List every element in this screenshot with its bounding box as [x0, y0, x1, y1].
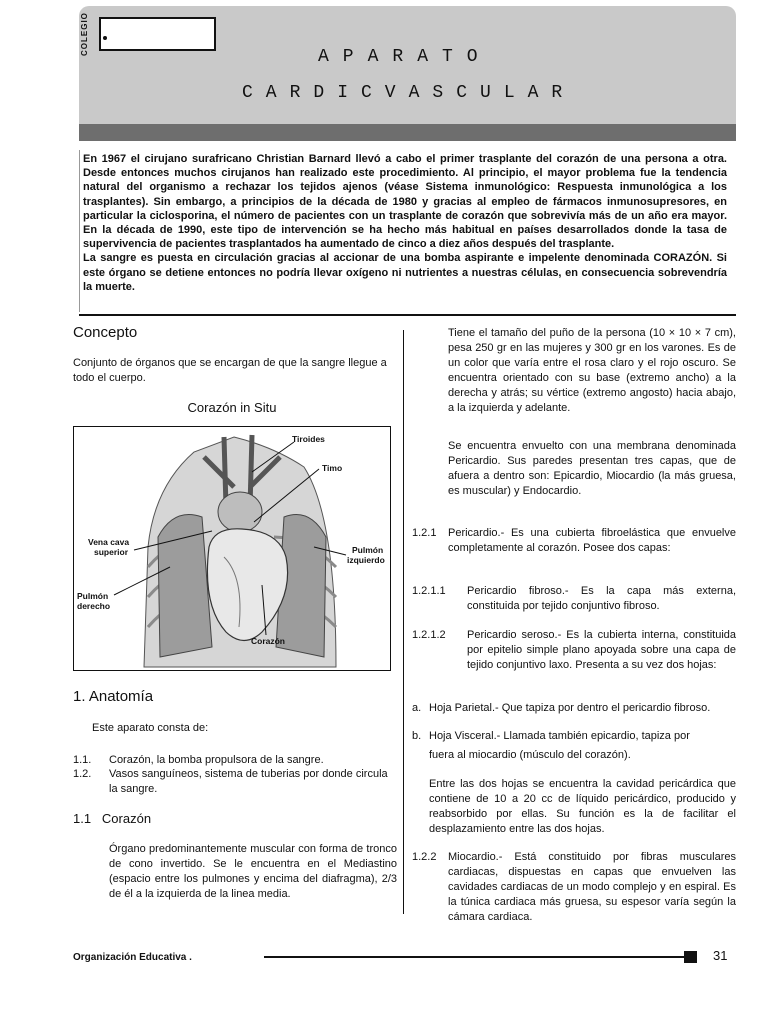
title-aparato: APARATO [318, 47, 492, 67]
heart-figure [73, 426, 391, 671]
s122-num: 1.2.2 [412, 851, 437, 863]
column-divider [403, 330, 404, 914]
colegio-label: COLEGIO [80, 12, 89, 56]
intro-paragraph-2: La sangre es puesta en circulación gracias al accionar de una bomba aspirante e impelente denominada CORAZÓN. Si este órgano se detiene entonces no podría llevar oxígeno ni nutrientes a nuestras células, en consecuencia sobrevendría la muerte. [83, 252, 727, 293]
logo-dot [103, 36, 107, 40]
label-corazon: Corazón [251, 636, 285, 646]
s121-num: 1.2.1 [412, 527, 437, 539]
s1212-text: Pericardio seroso.- Es la cubierta interna, constituida por epitelio simple plano apoyada sobre una capa de tejido conjuntivo laxo. Presenta a su vez dos hojas: [467, 629, 736, 671]
label-pulmon-derecho: Pulmón [77, 591, 109, 601]
list-num-2: 1.2. [73, 768, 92, 780]
hoja-a-text: Hoja Parietal.- Que tapiza por dentro el pericardio fibroso. [429, 702, 711, 714]
anatomia-intro: Este aparato consta de: [92, 722, 209, 734]
intro-box [79, 150, 729, 312]
page-number: 31 [713, 948, 728, 963]
label-pulmon-derecho-2: derecho [77, 601, 111, 611]
hoja-a-num: a. [412, 702, 422, 714]
hoja-b-text: Hoja Visceral.- Llamada también epicardio, tapiza por [429, 730, 690, 742]
s1211-num: 1.2.1.1 [412, 585, 446, 597]
label-pulmon-izquierdo: Pulmón [352, 545, 384, 555]
corazon-text: Órgano predominantemente muscular con forma de tronco de cono invertido. Se le encuentra en el Mediastino (espacio entre los pulmones y encima del diafragma), 2/3 de él a la izquierda de la linea media. [109, 843, 397, 900]
label-tiroides: Tiroides [292, 434, 325, 444]
intro-divider [79, 314, 736, 316]
figure-title: Corazón in Situ [187, 400, 277, 415]
right-para-1: Tiene el tamaño del puño de la persona (10 × 10 × 7 cm), pesa 250 gr en las mujeres y 300 gr en los varones. Es de un color que varía entre el rosa claro y el rojo oscuro. Se encuentra orientado con su base (extremo ancho) a la derecha y atrás; su vértice (extremo angosto) hacia abajo, a la izquierda y adelante. [448, 327, 736, 414]
concepto-text: Conjunto de órganos que se encargan de que la sangre llegue a todo el cuerpo. [73, 357, 387, 384]
label-vena-cava: Vena cava [88, 537, 130, 547]
right-para-3: Entre las dos hojas se encuentra la cavidad pericárdica que contiene de 10 a 20 cc de líquido pericárdico, producido y reabsorbido por ellas. Su función es la de facilitar el desplazamiento entre las dos hojas. [429, 778, 736, 835]
right-para-2: Se encuentra envuelto con una membrana denominada Pericardio. Sus paredes presentan tres capas, que de afuera a dentro son: Epicardio, Miocardio (la más gruesa, es muscular) y Endocardio. [448, 440, 736, 497]
s1211-text: Pericardio fibroso.- Es la capa más externa, constituida por tejido conjuntivo fibroso. [467, 585, 736, 612]
s122-text: Miocardio.- Está constituido por fibras musculares cardiacas, dispuestas en capas que envuelven las cavidades cardiacas de un modo complejo y en espiral. Es la túnica cardiaca más gruesa, su espesor varía según la cámara cardiaca. [448, 851, 736, 923]
list-item-2: Vasos sanguíneos, sistema de tuberias por donde circula la sangre. [109, 768, 388, 795]
hoja-b-text-2: fuera al miocardio (músculo del corazón). [429, 749, 631, 761]
logo-box [99, 17, 216, 51]
anatomia-heading: 1. Anatomía [73, 688, 154, 705]
footer-line [264, 956, 684, 958]
concepto-heading: Concepto [73, 324, 138, 341]
label-vena-cava-2: superior [94, 547, 129, 557]
footer-square [684, 951, 697, 963]
title-cardiovascular: CARDICVASCULAR [242, 83, 576, 103]
intro-paragraph-1: En 1967 el cirujano surafricano Christian Barnard llevó a cabo el primer trasplante del corazón de una persona a otra. Desde entonces muchos cirujanos han realizado este procedimiento. Al principio, el mayor problema fue la tendencia natural del organismo a rechazar los tejidos ajenos (véase Sistema inmunológico: Respuesta inmunológica a los trasplantes). Sin embargo, a principios de la década de 1980 y gracias al empleo de fármacos inmunosupresores, en particular la ciclosporina, el número de pacientes con un trasplante de corazón que sobrevivía más de un año era mayor. En la década de 1990, este tipo de intervención se ha hecho más habitual en países desarrollados donde la tasa de supervivencia de pacientes trasplantados ha aumentado de cinco a diez años después del trasplante. [83, 153, 727, 251]
label-timo: Timo [322, 463, 343, 473]
label-pulmon-izquierdo-2: izquierdo [347, 555, 385, 565]
s121-text: Pericardio.- Es una cubierta fibroelástica que envuelve completamente al corazón. Posee dos capas: [448, 527, 736, 554]
corazon-heading: 1.1 Corazón [73, 811, 152, 826]
list-item-1: Corazón, la bomba propulsora de la sangre. [109, 754, 324, 766]
header-band [79, 124, 736, 141]
footer-organization: Organización Educativa . [73, 952, 192, 963]
list-num-1: 1.1. [73, 754, 92, 766]
s1212-num: 1.2.1.2 [412, 629, 446, 641]
hoja-b-num: b. [412, 730, 422, 742]
